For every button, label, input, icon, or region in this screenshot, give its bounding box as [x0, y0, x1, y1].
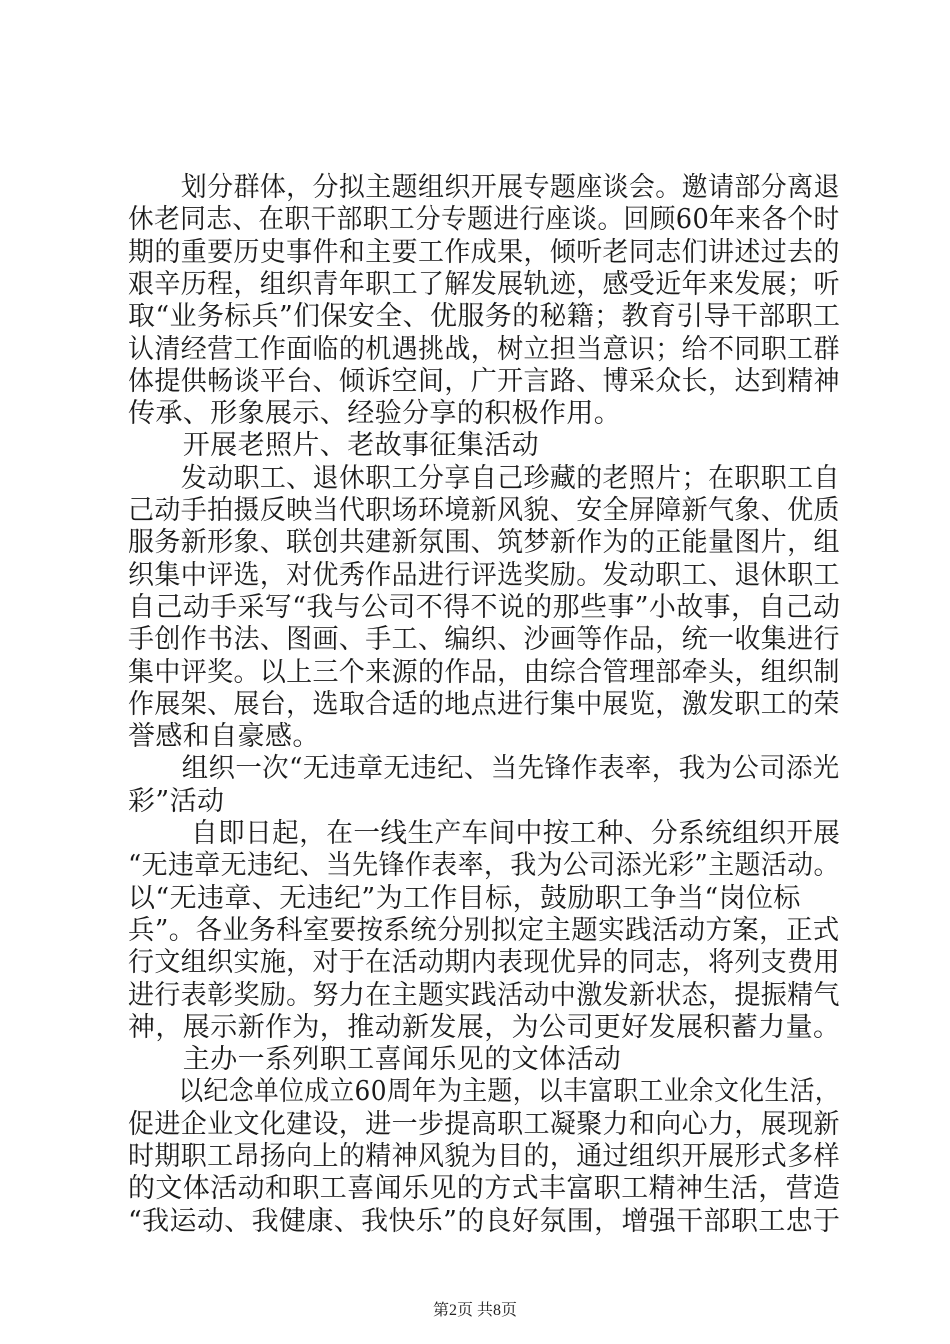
body-text-line: 作展架、展台，选取合适的地点进行集中展览，激发职工的荣 — [128, 688, 840, 720]
body-text-line: 发动职工、退休职工分享自己珍藏的老照片；在职职工自 — [128, 462, 840, 494]
body-text-line: 艰辛历程，组织青年职工了解发展轨迹，感受近年来发展；听 — [128, 268, 840, 300]
body-text-line: 认清经营工作面临的机遇挑战，树立担当意识；给不同职工群 — [128, 333, 840, 365]
page-number-footer: 第2页 共8页 — [432, 1302, 517, 1319]
body-text-line: 主办一系列职工喜闻乐见的文体活动 — [128, 1044, 622, 1076]
body-text-line: 兵”。各业务科室要按系统分别拟定主题实践活动方案，正式 — [128, 914, 840, 946]
body-text-line: 期的重要历史事件和主要工作成果，倾听老同志们讲述过去的 — [128, 236, 840, 268]
body-text-line: 自己动手采写“我与公司不得不说的那些事”小故事，自己动 — [128, 591, 841, 623]
body-text-line: 以纪念单位成立60周年为主题，以丰富职工业余文化生活， — [128, 1076, 840, 1108]
body-text-line: 服务新形象、联创共建新氛围、筑梦新作为的正能量图片，组 — [128, 527, 840, 559]
body-text-line: 织集中评选，对优秀作品进行评选奖励。发动职工、退休职工 — [128, 559, 840, 591]
body-text-line: “我运动、我健康、我快乐”的良好氛围，增强干部职工忠于 — [128, 1205, 841, 1237]
body-text-line: 开展老照片、老故事征集活动 — [128, 430, 539, 462]
body-text-line: 自即日起，在一线生产车间中按工种、分系统组织开展 — [128, 818, 841, 849]
body-text-line: 时期职工昂扬向上的精神风貌为目的，通过组织开展形式多样 — [128, 1141, 840, 1172]
body-text-line: 传承、形象展示、经验分享的积极作用。 — [128, 398, 622, 430]
body-text-line: 以“无违章、无违纪”为工作目标，鼓励职工争当“岗位标 — [128, 882, 801, 914]
body-text-line: 划分群体，分拟主题组织开展专题座谈会。邀请部分离退 — [128, 172, 840, 203]
body-text-line: “无违章无违纪、当先锋作表率，我为公司添光彩”主题活动。 — [128, 850, 840, 882]
body-text-line: 休老同志、在职干部职工分专题进行座谈。回顾60年来各个时 — [128, 204, 840, 236]
body-text-line: 神，展示新作为，推动新发展，为公司更好发展积蓄力量。 — [128, 1011, 841, 1043]
body-text-line: 组织一次“无违章无违纪、当先锋作表率，我为公司添光 — [128, 753, 840, 785]
body-text-line: 集中评奖。以上三个来源的作品，由综合管理部牵头，组织制 — [128, 656, 840, 688]
body-text-line: 行文组织实施，对于在活动期内表现优异的同志，将列支费用 — [128, 947, 840, 979]
body-text-line: 体提供畅谈平台、倾诉空间，广开言路、博采众长，达到精神 — [128, 365, 840, 397]
body-text-line: 己动手拍摄反映当代职场环境新风貌、安全屏障新气象、优质 — [128, 495, 840, 526]
body-text-line: 誉感和自豪感。 — [128, 721, 320, 753]
body-text-line: 进行表彰奖励。努力在主题实践活动中激发新状态，提振精气 — [128, 979, 840, 1011]
body-text-line: 手创作书法、图画、手工、编织、沙画等作品，统一收集进行 — [128, 624, 840, 656]
body-text-line: 的文体活动和职工喜闻乐见的方式丰富职工精神生活，营造 — [128, 1173, 841, 1205]
body-text-line: 促进企业文化建设，进一步提高职工凝聚力和向心力，展现新 — [128, 1108, 840, 1140]
body-text-line: 取“业务标兵”们保安全、优服务的秘籍；教育引导干部职工 — [128, 301, 841, 333]
body-text-line: 彩”活动 — [128, 785, 225, 817]
